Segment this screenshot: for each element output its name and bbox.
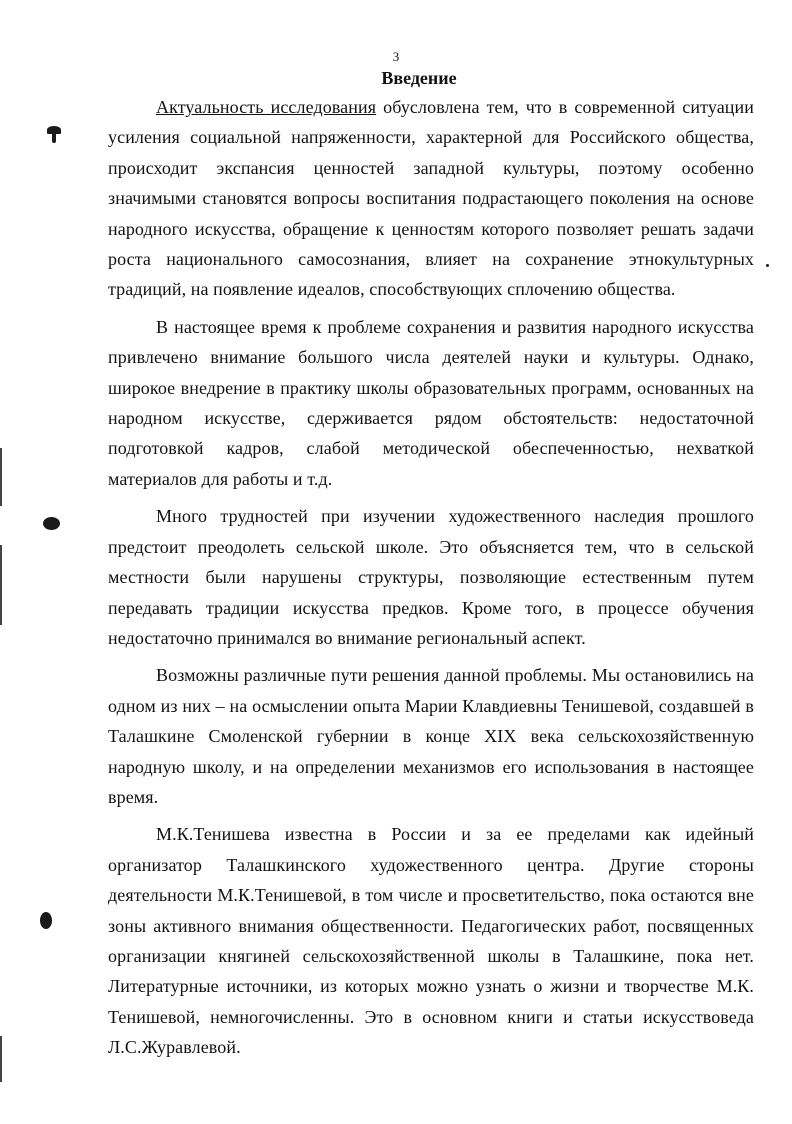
- scan-mark: [40, 912, 52, 929]
- paragraph-current-state: В настоящее время к проблеме сохранения и развития народного искусства привлечено внимание большого числа деятелей науки и культуры. Однако, широкое внедрение в практику школы образовательных программ, основанных на народном искусстве, сдерживается рядом обстоятельств: недостаточной подготовкой кадров, слабой методической обеспеченностью, нехваткой материалов для работы и т.д.: [108, 316, 754, 489]
- paragraph-relevance-text: обусловлена тем, что в современной ситуации усиления социальной напряженности, характерной для Российского общества, происходит экспансия ценностей западной культуры, поэтому особенно значимыми становятся вопросы воспитания подрастающего поколения на основе народного искусства, обращение к ценностям которого позволяет решать задачи роста национального самосознания, влияет на сохранение этнокультурных традиций, на появление идеалов, способствующих сплочению общества.: [108, 97, 754, 300]
- paragraph-rural-school: Много трудностей при изучении художественного наследия прошлого предстоит преодолеть сельской школе. Это объясняется тем, что в сельской местности были нарушены структуры, позволяющие естественным путем передавать традиции искусства предков. Кроме того, в процессе обучения недостаточно принимался во внимание региональный аспект.: [108, 506, 754, 648]
- page-number: 3: [392, 49, 400, 64]
- paragraph-tenisheva: М.К.Тенишева известна в России и за ее пределами как идейный организатор Талашкинского художественного центра. Другие стороны деятельности М.К.Тенишевой, в том числе и просветительство, пока остаются вне зоны активного внимания общественности. Педагогических работ, посвященных организации княгиней сельскохозяйственной школы в Талашкине, пока нет. Литературные источники, из которых можно узнать о жизни и творчестве М.К. Тенишевой, немногочисленны. Это в основном книги и статьи искусствоведа Л.С.Журавлевой.: [108, 824, 754, 1058]
- scan-mark: [766, 264, 769, 267]
- body-text: [108, 92, 754, 1063]
- scan-mark: [43, 517, 60, 530]
- paragraph-solution: Возможны различные пути решения данной проблемы. Мы остановились на одном из них – на осмыслении опыта Марии Клавдиевны Тенишевой, создавшей в Талашкине Смоленской губернии в конце XIX века сельскохозяйственную народную школу, и на определении механизмов его использования в настоящее время.: [108, 665, 754, 807]
- page-title: Введение: [381, 68, 457, 88]
- scan-mark: [52, 131, 56, 143]
- scan-edge: [0, 1036, 2, 1082]
- paragraph-relevance: [108, 92, 754, 305]
- relevance-heading: Актуальность исследования: [156, 97, 377, 117]
- scan-edge: [0, 448, 2, 506]
- scan-edge: [0, 545, 2, 625]
